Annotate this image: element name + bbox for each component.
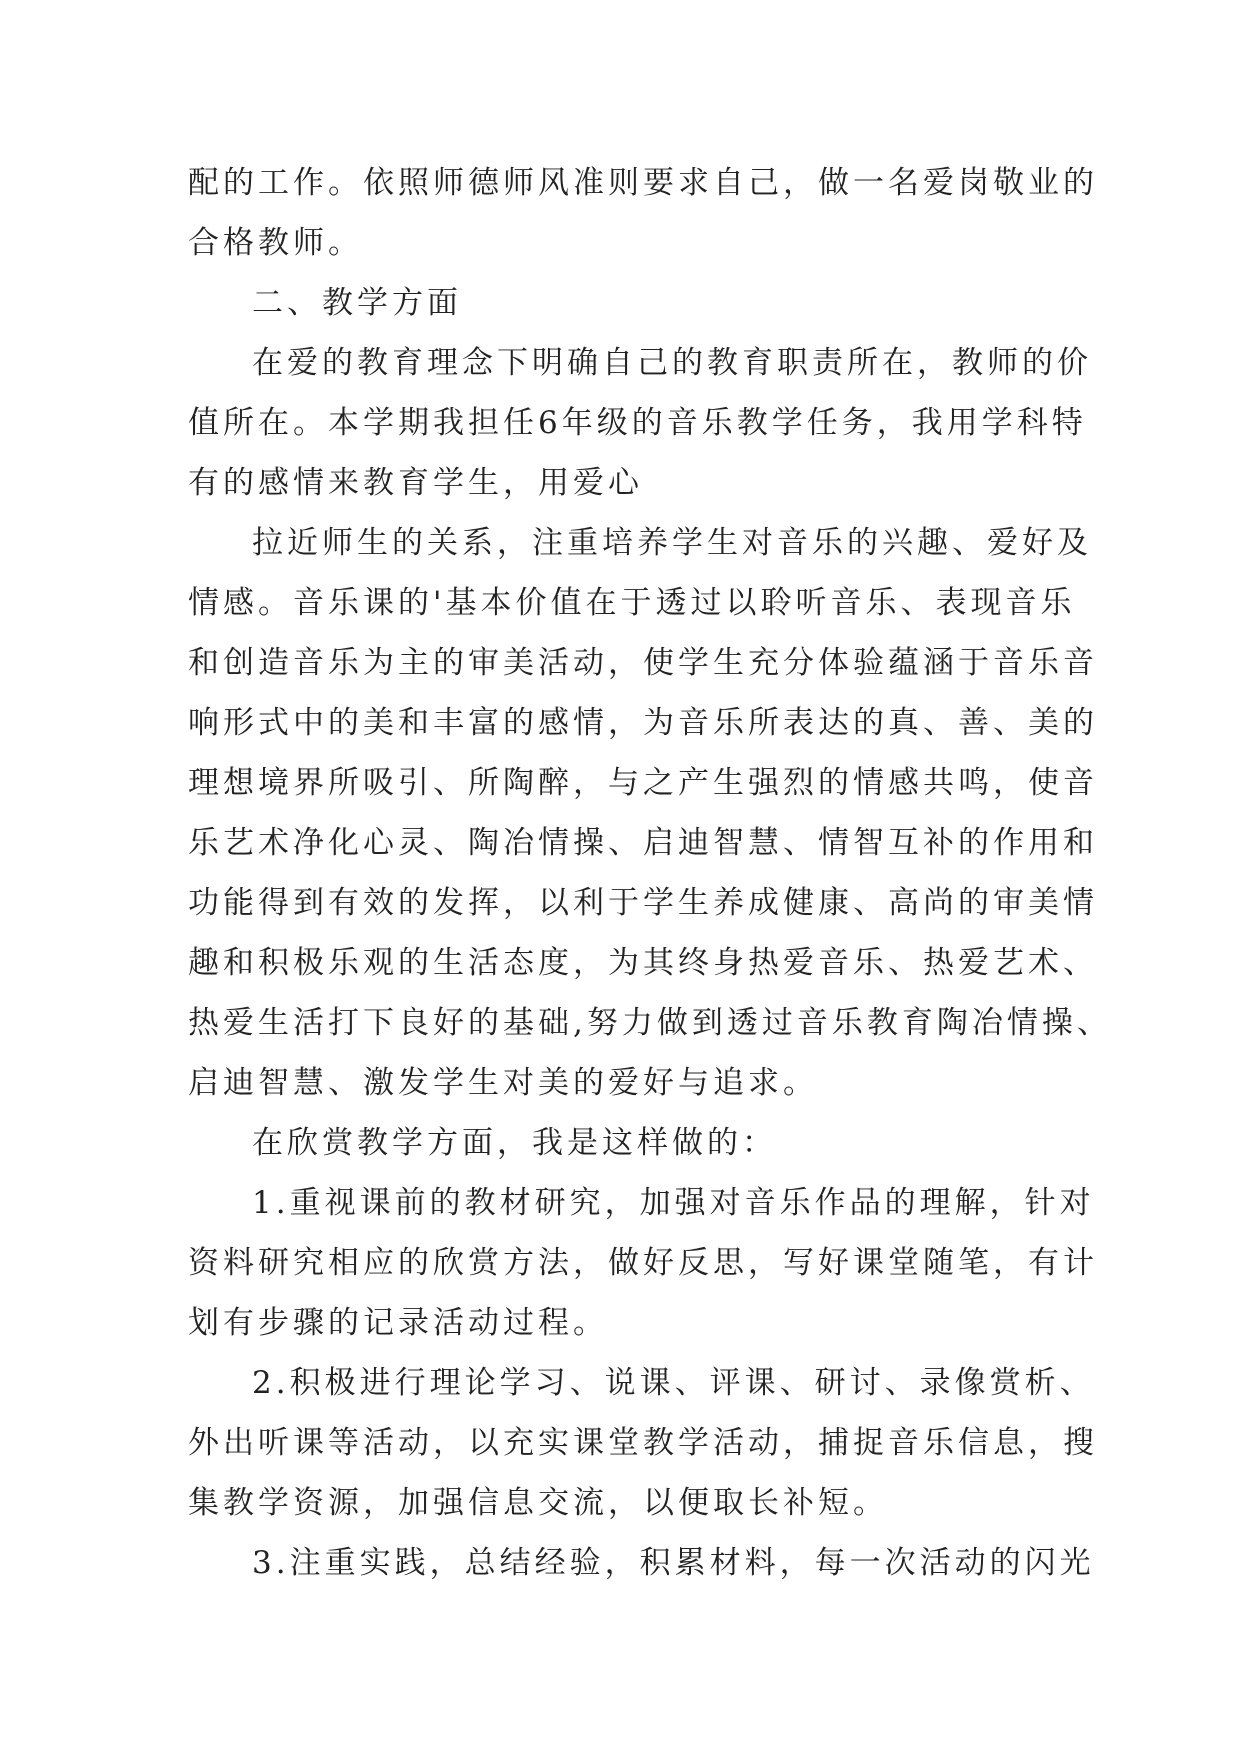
list-item-2: 2.积极进行理论学习、说课、评课、研讨、录像赏析、 xyxy=(252,1365,1095,1401)
document-body xyxy=(188,153,1112,1593)
text-line: 在欣赏教学方面，我是这样做的： xyxy=(252,1125,777,1161)
text-line: 理想境界所吸引、所陶醉，与之产生强烈的情感共鸣，使音 xyxy=(188,765,1098,801)
list-item-1: 1.重视课前的教材研究，加强对音乐作品的理解，针对 xyxy=(252,1185,1095,1221)
text-line: 合格教师。 xyxy=(188,225,363,261)
text-line: 配的工作。依照师德师风准则要求自己，做一名爱岗敬业的 xyxy=(188,165,1098,201)
text-line: 和创造音乐为主的审美活动，使学生充分体验蕴涵于音乐音 xyxy=(188,645,1098,681)
text-line: 值所在。本学期我担任6年级的音乐教学任务，我用学科特 xyxy=(188,405,1087,441)
text-line: 在爱的教育理念下明确自己的教育职责所在，教师的价 xyxy=(252,345,1092,381)
text-line: 功能得到有效的发挥，以利于学生养成健康、高尚的审美情 xyxy=(188,885,1098,921)
text-line: 乐艺术净化心灵、陶冶情操、启迪智慧、情智互补的作用和 xyxy=(188,825,1098,861)
text-line: 拉近师生的关系，注重培养学生对音乐的兴趣、爱好及 xyxy=(252,525,1092,561)
text-line: 有的感情来教育学生，用爱心 xyxy=(188,465,643,501)
text-line: 趣和积极乐观的生活态度，为其终身热爱音乐、热爱艺术、 xyxy=(188,945,1098,981)
text-line: 启迪智慧、激发学生对美的爱好与追求。 xyxy=(188,1065,818,1101)
text-line: 响形式中的美和丰富的感情，为音乐所表达的真、善、美的 xyxy=(188,705,1098,741)
text-line: 集教学资源，加强信息交流，以便取长补短。 xyxy=(188,1485,888,1521)
text-line: 外出听课等活动，以充实课堂教学活动，捕捉音乐信息，搜 xyxy=(188,1425,1098,1461)
text-line: 热爱生活打下良好的基础,努力做到透过音乐教育陶冶情操、 xyxy=(188,1005,1112,1041)
text-line: 划有步骤的记录活动过程。 xyxy=(188,1305,608,1341)
list-item-3: 3.注重实践，总结经验，积累材料，每一次活动的闪光 xyxy=(252,1545,1095,1581)
text-line: 资料研究相应的欣赏方法，做好反思，写好课堂随笔，有计 xyxy=(188,1245,1098,1281)
section-heading: 二、教学方面 xyxy=(252,285,462,321)
text-line: 情感。音乐课的'基本价值在于透过以聆听音乐、表现音乐 xyxy=(188,585,1076,621)
